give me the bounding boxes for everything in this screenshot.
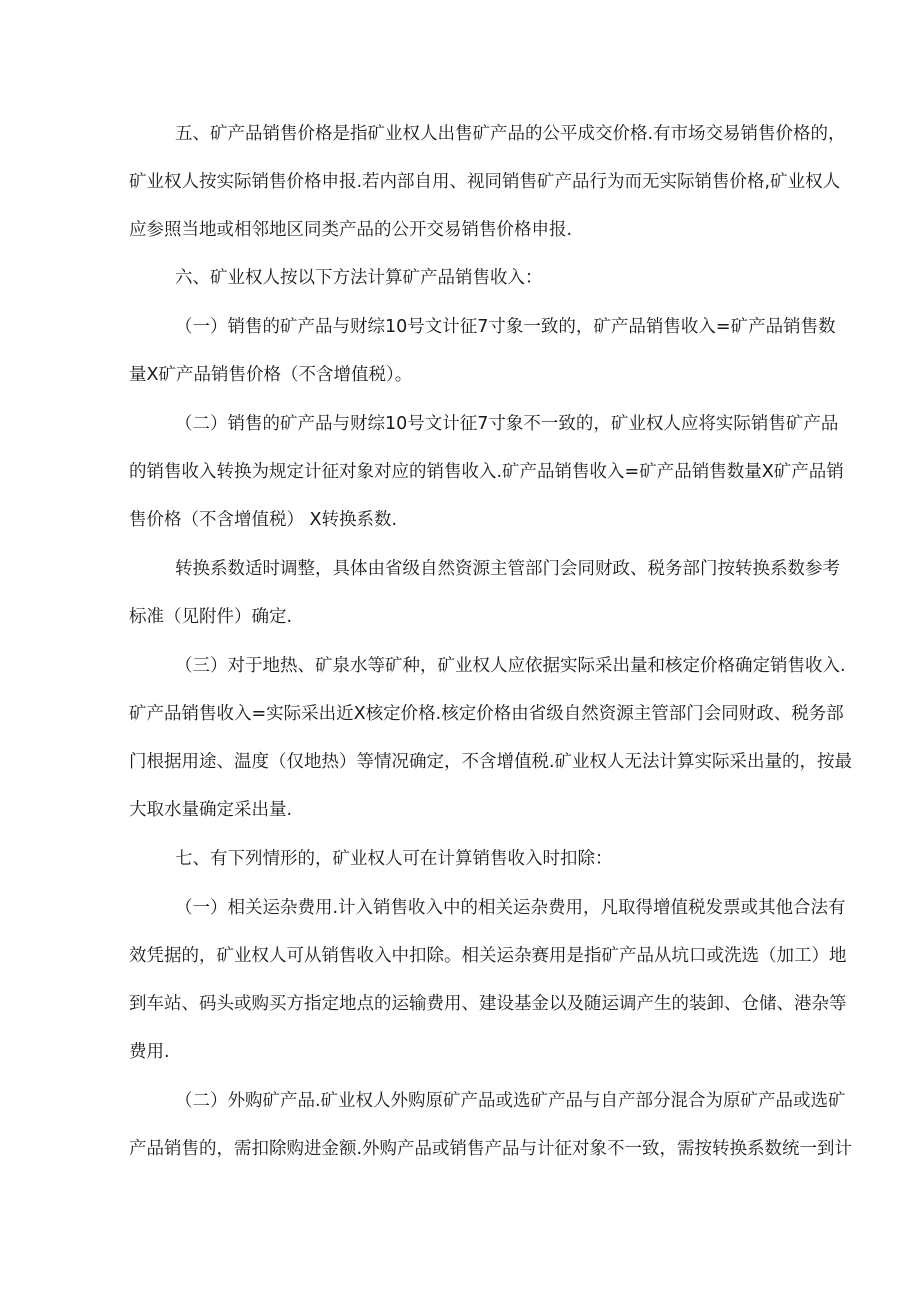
item-7-2-line-2: 产品销售的，需扣除购进金额.外购产品或销售产品与计征对象不一致，需按转换系数统一到计 bbox=[129, 1139, 853, 1159]
paragraph-5-line-1: 五、矿产品销售价格是指矿业权人出售矿产品的公平成交价格.有市场交易销售价格的， bbox=[175, 124, 846, 144]
conversion-para-line-1: 转换系数适时调整，具体由省级自然资源主管部门会同财政、税务部门按转换系数参考 bbox=[175, 559, 840, 579]
item-7-2-line-1: （二）外购矿产品.矿业权人外购原矿产品或选矿产品与自产部分混合为原矿产品或选矿 bbox=[175, 1091, 846, 1111]
paragraph-5-line-3: 应参照当地或相邻地区同类产品的公开交易销售价格申报. bbox=[129, 220, 573, 240]
conversion-para-line-2: 标准（见附件）确定. bbox=[129, 607, 293, 627]
item-6-3-line-1: （三）对于地热、矿泉水等矿种，矿业权人应依据实际采出量和核定价格确定销售收入. bbox=[175, 656, 846, 676]
item-6-2-line-2: 的销售收入转换为规定计征对象对应的销售收入.矿产品销售收入=矿产品销售数量X矿产品销 bbox=[129, 462, 844, 482]
item-6-3-line-2: 矿产品销售收入=实际采出近X核定价格.核定价格由省级自然资源主管部门会同财政、税务部 bbox=[129, 704, 844, 724]
item-6-3-line-4: 大取水量确定采出量. bbox=[129, 800, 293, 820]
item-7-1-line-3: 到车站、码头或购买方指定地点的运输费用、建设基金以及随运调产生的装卸、仓储、港杂等 bbox=[129, 994, 847, 1014]
item-7-1-line-4: 费用. bbox=[129, 1042, 170, 1062]
item-7-1-line-1: （一）相关运杂费用.计入销售收入中的相关运杂费用，凡取得增值税发票或其他合法有 bbox=[175, 898, 846, 918]
item-7-1-line-2: 效凭据的，矿业权人可从销售收入中扣除。相关运杂赛用是指矿产品从坑口或洗选（加工）地 bbox=[129, 946, 847, 966]
paragraph-5-line-2: 矿业权人按实际销售价格申报.若内部自用、视同销售矿产品行为而无实际销售价格,矿业权人 bbox=[129, 172, 841, 192]
item-6-1-line-2: 量X矿产品销售价格（不含增值税）。 bbox=[129, 365, 413, 385]
paragraph-6-heading: 六、矿业权人按以下方法计算矿产品销售收入： bbox=[175, 268, 543, 288]
item-6-3-line-3: 门根据用途、温度（仅地热）等情况确定，不含增值税.矿业权人无法计算实际采出量的，按最 bbox=[129, 752, 853, 772]
item-6-1-line-1: （一）销售的矿产品与财综10号文计征7寸象一致的，矿产品销售收入=矿产品销售数 bbox=[175, 317, 836, 337]
item-6-2-line-1: （二）销售的矿产品与财综10号文计征7寸象不一致的，矿业权人应将实际销售矿产品 bbox=[175, 414, 839, 434]
item-6-2-line-3: 售价格（不含增值税） X转换系数. bbox=[129, 510, 398, 530]
paragraph-7-heading: 七、有下列情形的，矿业权人可在计算销售收入时扣除： bbox=[175, 849, 613, 869]
